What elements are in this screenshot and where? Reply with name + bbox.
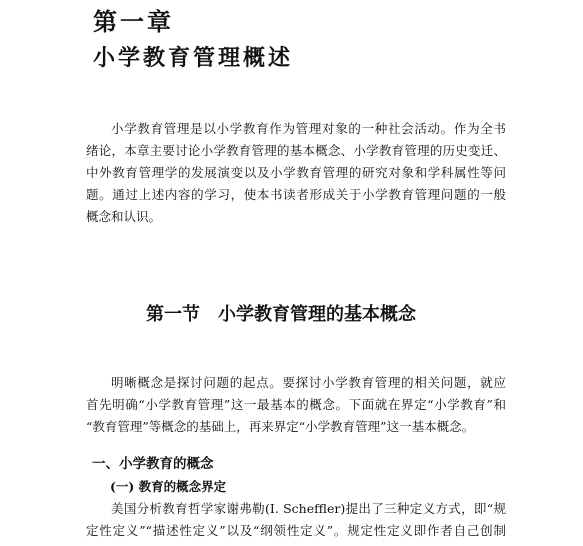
section-title [146, 300, 416, 326]
section-intro-line-2: 首先明确“小学教育管理”这一最基本的概念。下面就在界定“小学教育”和 [86, 397, 506, 412]
section-number: 第一节 [146, 304, 200, 325]
intro-line-4: 题。通过上述内容的学习，使本书读者形成关于小学教育管理问题的一般 [86, 187, 506, 202]
definition-line-1: 美国分析教育哲学家谢弗勒(I. Scheffler)提出了三种定义方式，即“规 [111, 501, 506, 516]
section-intro-line-1: 明晰概念是探讨问题的起点。要探讨小学教育管理的相关问题，就应 [111, 375, 506, 390]
intro-line-2: 绪论，本章主要讨论小学教育管理的基本概念、小学教育管理的历史变迁、 [86, 143, 506, 158]
section-intro-line-3: “教育管理”等概念的基础上，再来界定“小学教育管理”这一基本概念。 [86, 419, 475, 434]
intro-line-1: 小学教育管理是以小学教育作为管理对象的一种社会活动。作为全书 [111, 121, 506, 136]
intro-line-3: 中外教育管理学的发展演变以及小学教育管理的研究对象和学科属性等问 [86, 165, 506, 180]
definition-line-2: 定性定义”“描述性定义”以及“纲领性定义”。规定性定义即作者自己创制 [86, 523, 506, 538]
intro-line-5: 概念和认识。 [86, 209, 162, 224]
subheading-primary-school-education: 一、小学教育的概念 [92, 456, 214, 472]
section-title-text: 小学教育管理的基本概念 [218, 304, 416, 325]
chapter-intro-paragraph [86, 118, 506, 228]
definition-paragraph [86, 498, 506, 542]
subheading-education-definition: (一) 教育的概念界定 [110, 479, 227, 494]
section-intro-paragraph [86, 372, 506, 438]
chapter-title: 小学教育管理概述 [93, 46, 294, 71]
chapter-number: 第一章 [93, 8, 174, 36]
